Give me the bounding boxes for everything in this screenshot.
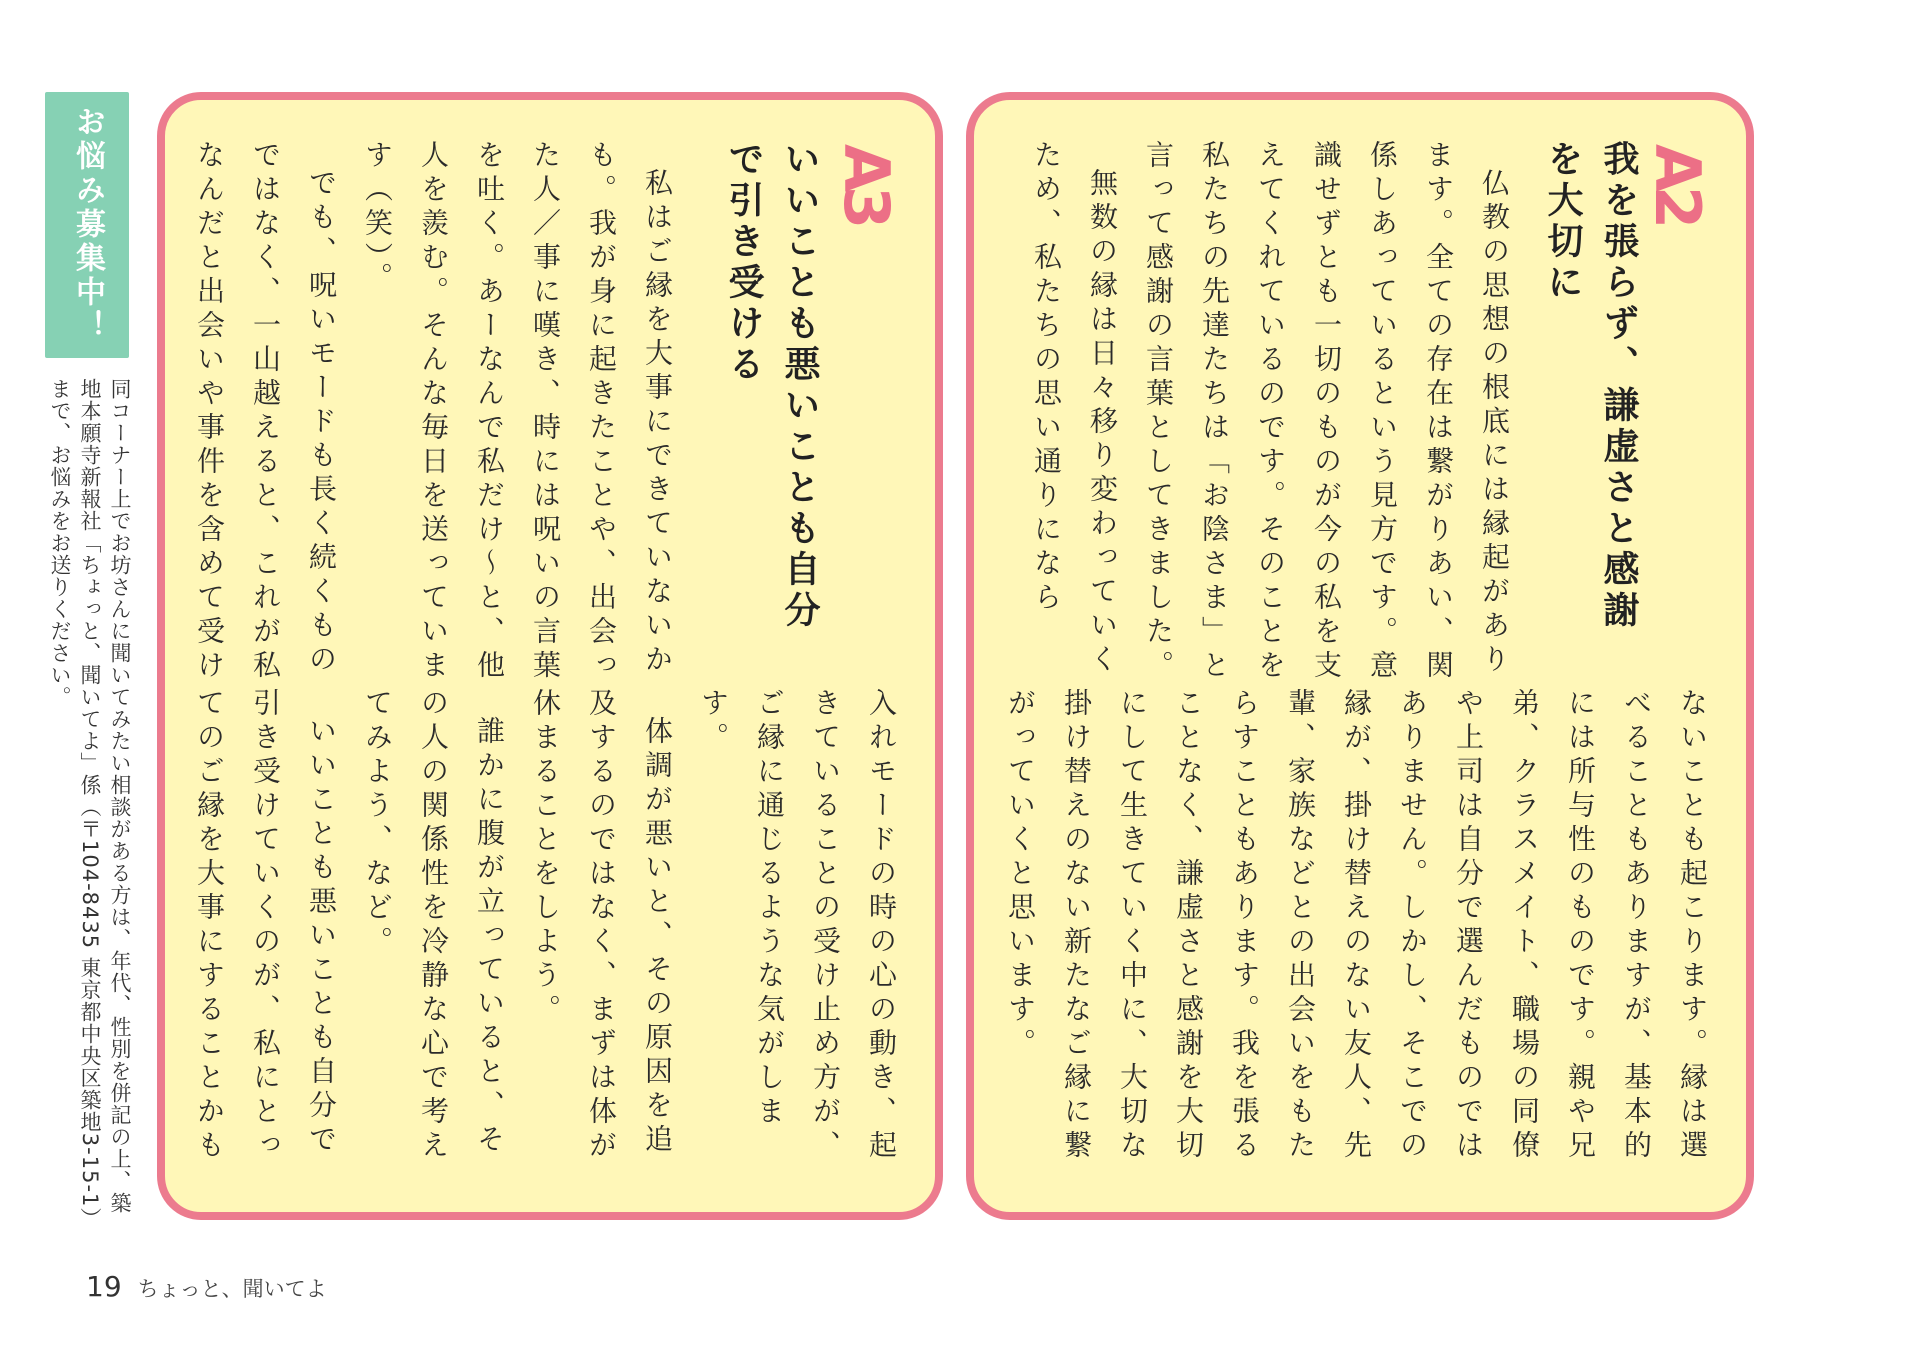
submission-note: 同コーナー上でお坊さんに聞いてみたい相談がある方は、年代、性別を併記の上、築地本願寺新報社「ちょっと、聞いてよ」係（〒104-8435 東京都中央区築地3-15-1）まで、お悩みをお送りください。 (48, 378, 132, 1219)
answer-badge-a3: A3 (830, 144, 903, 224)
paragraph: 仏教の思想の根底には縁起があります。全ての存在は繋がりあい、関係しあっているという見方です。意識せずとも一切のものが今の私を支えてくれているのです。そのことを私たちの先達たちは「お陰さま」と言って感謝の言葉としてきました。 (1142, 140, 1511, 684)
answer-body-a2-top (1002, 140, 1522, 710)
answer-heading-a2: 我を張らず、謙虚さと感謝を大切に (1542, 140, 1639, 632)
answer-body-a3-bottom (189, 688, 909, 1188)
column-title: ちょっと、聞いてよ (137, 1277, 327, 1301)
paragraph: ないことも起こります。縁は選べることもありますが、基本的には所与性のものです。親や兄弟、クラスメイト、職場の同僚や上司は自分で選んだものではありません。しかし、そこでの縁が、掛け替えのない友人、先輩、家族などとの出会いをもたらすこともあります。我を張ることなく、謙虚さと感謝を大切にして生きていく中に、大切な掛け替えのない新たなご縁に繋がっていくと思います。 (1004, 688, 1709, 1164)
recruitment-tab (45, 92, 129, 358)
paragraph: 無数の縁は日々移り変わっていくため、私たちの思い通りになら (1030, 140, 1119, 678)
recruitment-tab-label: お悩み募集中！ (70, 106, 105, 344)
paragraph: 入れモードの時の心の動き、起きていることの受け止め方が、ご縁に通じるような気がします。 (697, 688, 898, 1164)
answer-body-a3-top (185, 140, 685, 710)
answer-panel-a3 (157, 92, 943, 1220)
page-number: 19 (86, 1270, 122, 1303)
paragraph: 私はご縁を大事にできていないかも。我が身に起きたことや、出会った人／事に嘆き、時には呪いの言葉を吐く。あーなんで私だけ〜と、他人を羨む。そんな毎日を送っています（笑）。 (361, 140, 674, 684)
answer-badge-a2: A2 (1641, 144, 1714, 224)
answer-panel-a2 (966, 92, 1754, 1220)
paragraph: 体調が悪いと、その原因を追及するのではなく、まずは体が休まることをしよう。 (529, 688, 674, 1164)
paragraph: 誰かに腹が立っていると、その人の関係性を冷静な心で考えてみよう、など。 (361, 688, 506, 1164)
answer-heading-a3: いいことも悪いことも自分で引き受ける (723, 140, 820, 632)
answer-body-a2-bottom (1000, 688, 1720, 1188)
page-footer (86, 1270, 327, 1303)
paragraph: でも、呪いモードも長く続くものではなく、一山越えると、これが私なんだと出会いや事件を含めて受け (193, 140, 338, 684)
paragraph: いいことも悪いことも自分で引き受けていくのが、私にとってのご縁を大事にすることかも (193, 688, 338, 1164)
